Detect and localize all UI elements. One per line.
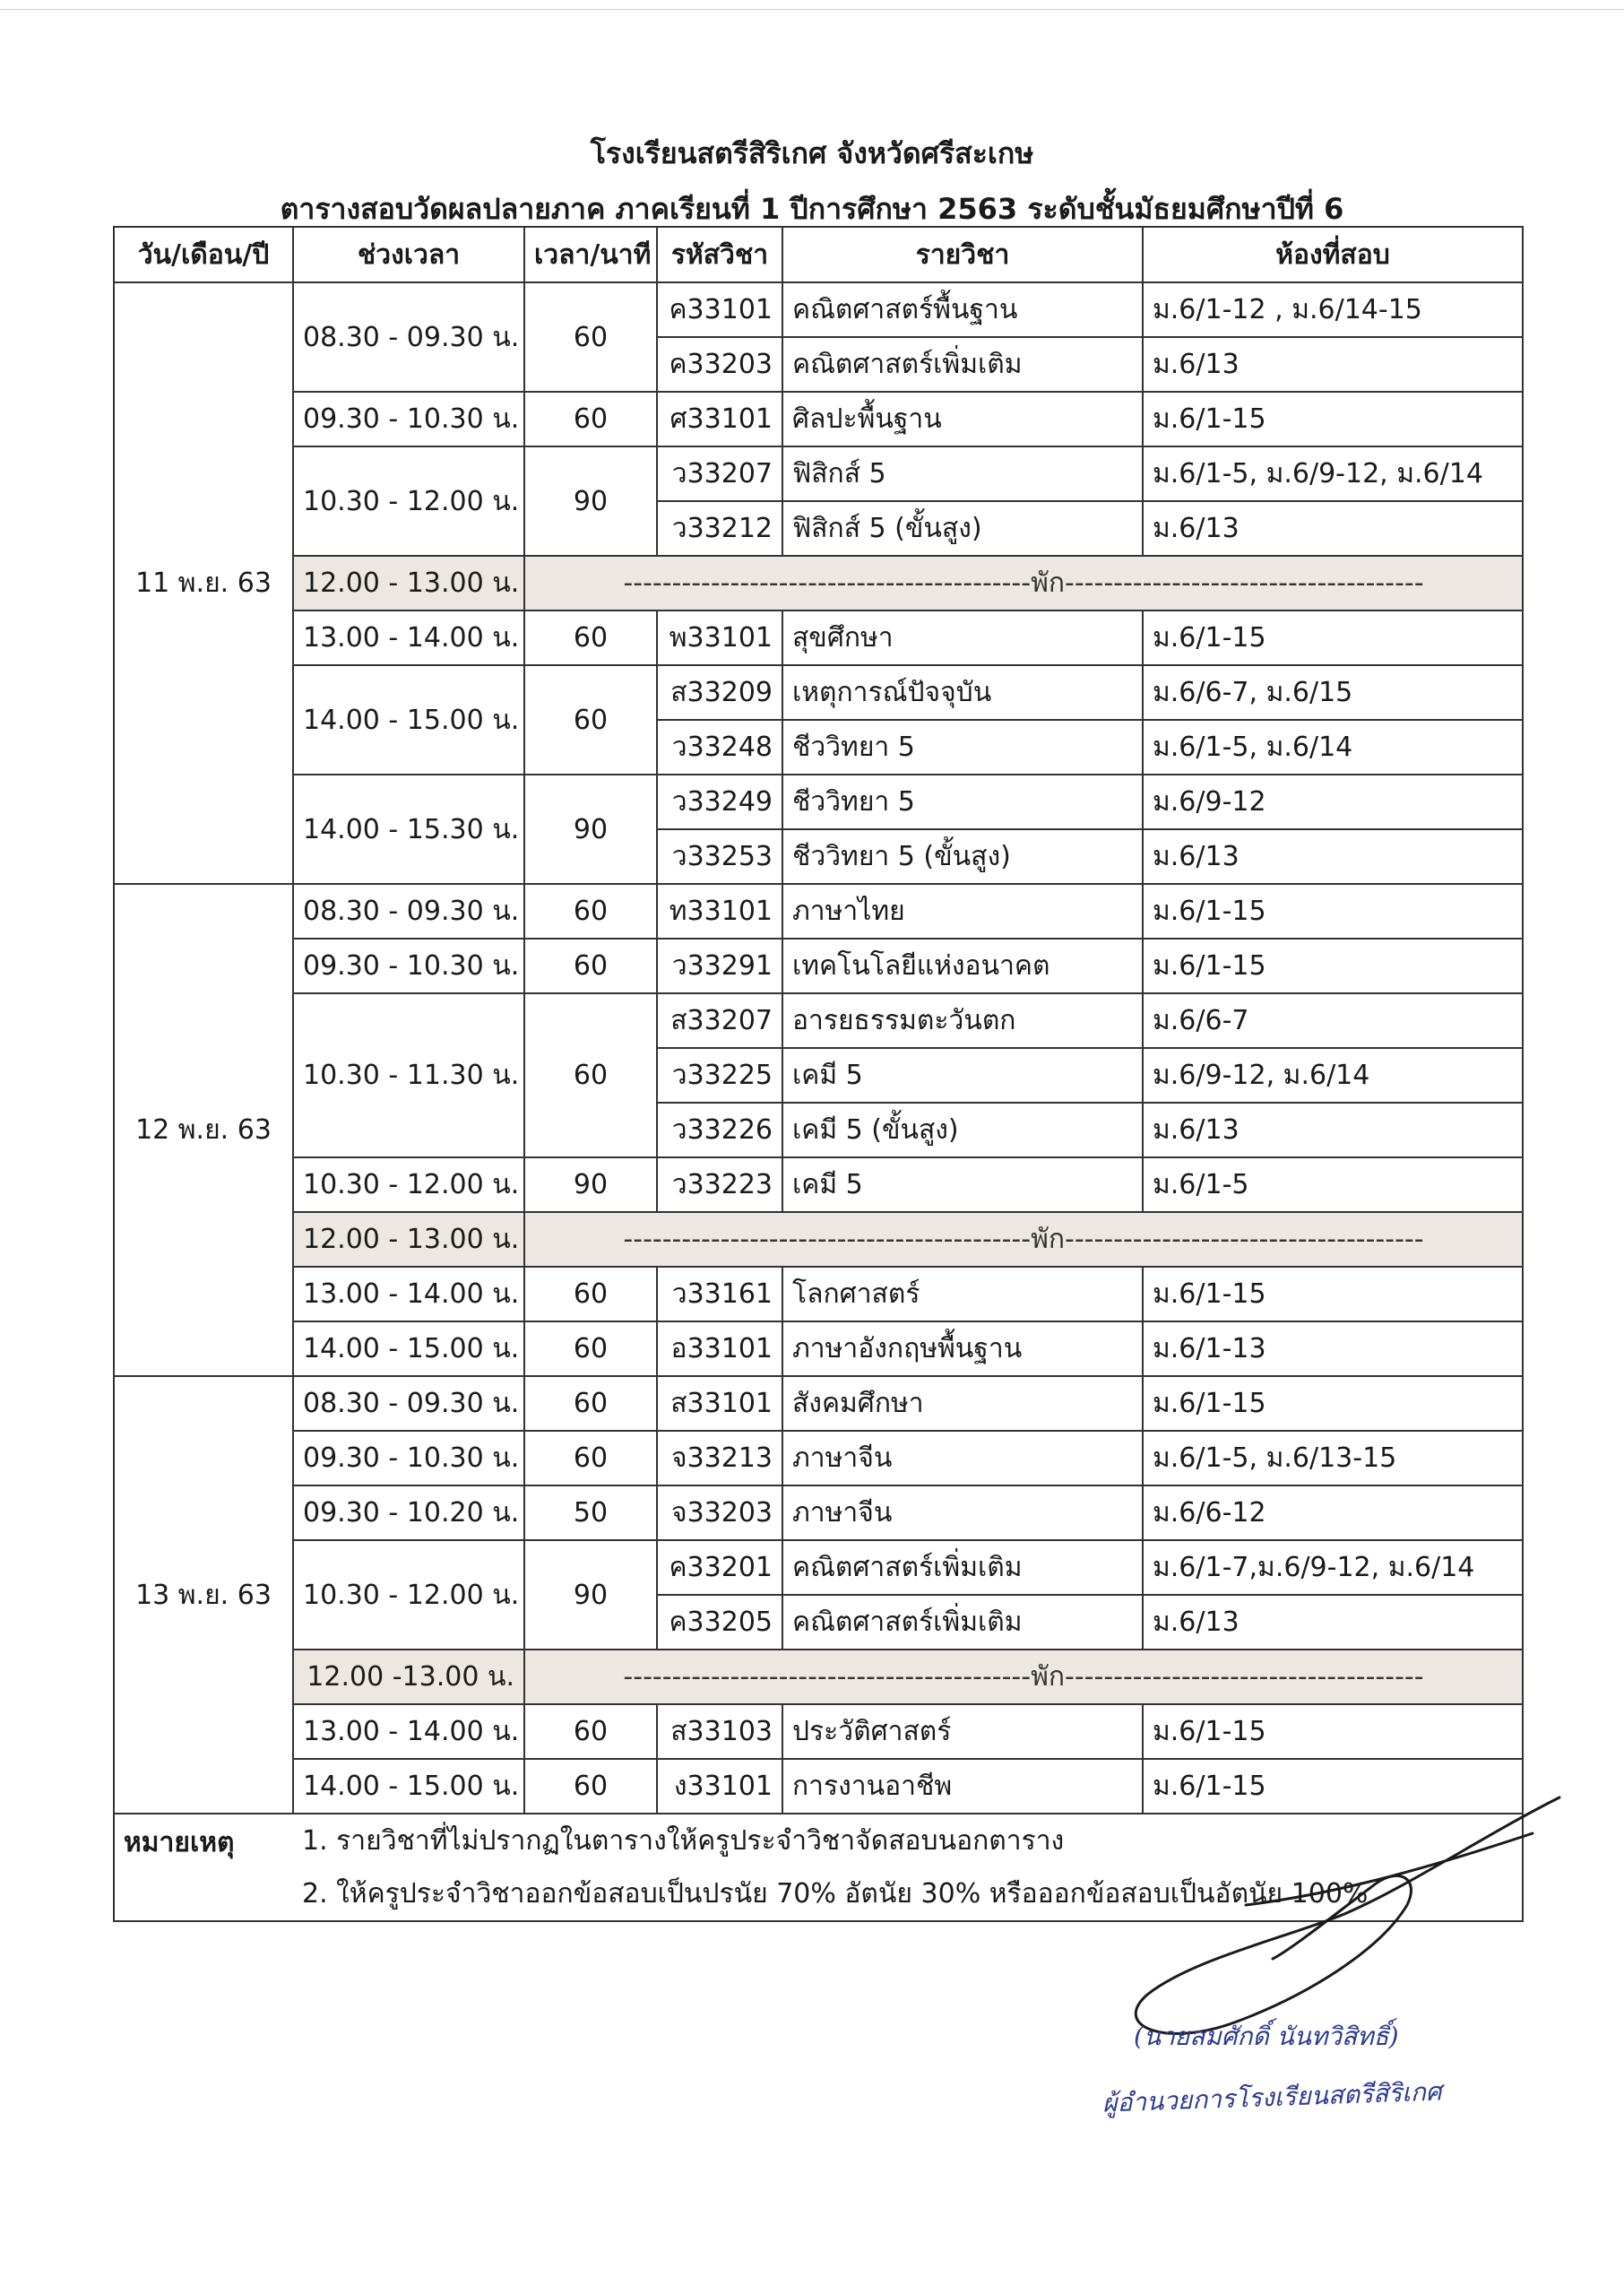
exam-time: 09.30 - 10.30 น. [293,392,524,446]
table-row [114,775,1523,829]
subject-code: ส33103 [657,1704,782,1759]
break-row [114,556,1523,611]
subject-name: ประวัติศาสตร์ [782,1704,1143,1759]
break-time: 12.00 - 13.00 น. [293,556,524,611]
subject-name: ภาษาไทย [782,884,1143,939]
break-time: 12.00 -13.00 น. [293,1650,524,1704]
exam-room: ม.6/1-15 [1143,884,1523,939]
subject-code: ศ33101 [657,392,782,446]
signatory-position: ผู้อำนวยการโรงเรียนสตรีสิริเกศ [1101,2076,1443,2118]
exam-time: 13.00 - 14.00 น. [293,1267,524,1321]
subject-code: ส33101 [657,1376,782,1431]
subject-name: ภาษาอังกฤษพื้นฐาน [782,1321,1143,1376]
schedule-title: ตารางสอบวัดผลปลายภาค ภาคเรียนที่ 1 ปีการศึกษา 2563 ระดับชั้นมัธยมศึกษาปีที่ 6 [280,192,1344,226]
exam-minutes: 60 [524,665,657,775]
subject-name: เหตุการณ์ปัจจุบัน [782,665,1143,720]
exam-time: 14.00 - 15.30 น. [293,775,524,884]
exam-room: ม.6/1-13 [1143,1321,1523,1376]
exam-time: 14.00 - 15.00 น. [293,1321,524,1376]
table-row [114,1321,1523,1376]
subject-name: ฟิสิกส์ 5 [782,446,1143,501]
exam-minutes: 60 [524,282,657,392]
exam-room: ม.6/6-12 [1143,1485,1523,1540]
exam-time: 09.30 - 10.30 น. [293,939,524,993]
subject-code: ว33207 [657,446,782,501]
subject-code: ว33223 [657,1157,782,1212]
table-row [114,1431,1523,1485]
column-header-date: วัน/เดือน/ปี [114,227,293,282]
break-label: ------------------------------------------พัก------------------------------------- [524,1650,1523,1704]
subject-code: ว33161 [657,1267,782,1321]
subject-code: พ33101 [657,611,782,665]
subject-code: ว33291 [657,939,782,993]
table-row [114,1704,1523,1759]
table-row [114,392,1523,446]
table-row [114,665,1523,720]
subject-code: ท33101 [657,884,782,939]
exam-room: ม.6/13 [1143,1103,1523,1157]
subject-name: ชีววิทยา 5 [782,720,1143,775]
subject-name: เคมี 5 (ขั้นสูง) [782,1103,1143,1157]
exam-room: ม.6/1-15 [1143,1267,1523,1321]
exam-date: 11 พ.ย. 63 [114,282,293,884]
table-row [114,1267,1523,1321]
exam-date: 12 พ.ย. 63 [114,884,293,1376]
table-row [114,611,1523,665]
subject-code: ค33201 [657,1540,782,1595]
subject-code: ว33253 [657,829,782,884]
subject-name: อารยธรรมตะวันตก [782,993,1143,1048]
subject-code: ค33101 [657,282,782,337]
subject-name: สังคมศึกษา [782,1376,1143,1431]
table-row [114,1157,1523,1212]
exam-room: ม.6/1-15 [1143,939,1523,993]
subject-name: เทคโนโลยีแห่งอนาคต [782,939,1143,993]
exam-minutes: 60 [524,993,657,1157]
exam-room: ม.6/1-5, ม.6/13-15 [1143,1431,1523,1485]
exam-time: 10.30 - 12.00 น. [293,1157,524,1212]
subject-code: ว33248 [657,720,782,775]
table-row [114,939,1523,993]
subject-name: สุขศึกษา [782,611,1143,665]
exam-room: ม.6/13 [1143,829,1523,884]
header-row [114,227,1523,282]
exam-schedule-table [113,226,1524,1922]
table-row [114,446,1523,501]
exam-time: 14.00 - 15.00 น. [293,665,524,775]
subject-code: ส33207 [657,993,782,1048]
exam-minutes: 60 [524,939,657,993]
column-header-time: ช่วงเวลา [293,227,524,282]
table-row [114,993,1523,1048]
table-row [114,282,1523,337]
subject-name: คณิตศาสตร์เพิ่มเติม [782,1595,1143,1650]
subject-name: โลกศาสตร์ [782,1267,1143,1321]
table-row [114,1485,1523,1540]
exam-time: 10.30 - 12.00 น. [293,446,524,556]
exam-minutes: 60 [524,884,657,939]
exam-minutes: 60 [524,392,657,446]
exam-room: ม.6/1-7,ม.6/9-12, ม.6/14 [1143,1540,1523,1595]
break-row [114,1650,1523,1704]
exam-time: 09.30 - 10.20 น. [293,1485,524,1540]
exam-room: ม.6/1-5 [1143,1157,1523,1212]
exam-minutes: 60 [524,1321,657,1376]
exam-time: 10.30 - 11.30 น. [293,993,524,1157]
table-row [114,1540,1523,1595]
scan-edge-line [0,9,1624,10]
break-label: ------------------------------------------พัก------------------------------------- [524,556,1523,611]
subject-code: ว33212 [657,501,782,556]
exam-minutes: 60 [524,1376,657,1431]
exam-time: 08.30 - 09.30 น. [293,282,524,392]
exam-time: 08.30 - 09.30 น. [293,884,524,939]
exam-date: 13 พ.ย. 63 [114,1376,293,1814]
exam-room: ม.6/13 [1143,337,1523,392]
subject-code: ส33209 [657,665,782,720]
exam-room: ม.6/13 [1143,501,1523,556]
subject-name: คณิตศาสตร์เพิ่มเติม [782,1540,1143,1595]
exam-room: ม.6/1-12 , ม.6/14-15 [1143,282,1523,337]
subject-name: ศิลปะพื้นฐาน [782,392,1143,446]
subject-name: เคมี 5 [782,1048,1143,1103]
exam-minutes: 60 [524,1759,657,1814]
exam-time: 08.30 - 09.30 น. [293,1376,524,1431]
signature-scribble [1111,1780,1577,2048]
exam-minutes: 60 [524,1431,657,1485]
subject-code: ว33249 [657,775,782,829]
subject-code: ค33203 [657,337,782,392]
exam-minutes: 60 [524,1267,657,1321]
subject-name: ชีววิทยา 5 (ขั้นสูง) [782,829,1143,884]
subject-name: ฟิสิกส์ 5 (ขั้นสูง) [782,501,1143,556]
subject-name: คณิตศาสตร์พื้นฐาน [782,282,1143,337]
exam-room: ม.6/1-15 [1143,1759,1523,1814]
exam-room: ม.6/13 [1143,1595,1523,1650]
exam-minutes: 50 [524,1485,657,1540]
exam-room: ม.6/9-12 [1143,775,1523,829]
exam-minutes: 60 [524,1704,657,1759]
subject-code: ค33205 [657,1595,782,1650]
subject-name: ชีววิทยา 5 [782,775,1143,829]
column-header-minutes: เวลา/นาที [524,227,657,282]
subject-code: จ33213 [657,1431,782,1485]
break-time: 12.00 - 13.00 น. [293,1212,524,1267]
note-item: 1. รายวิชาที่ไม่ปรากฏในตารางให้ครูประจำวิชาจัดสอบนอกตาราง [293,1814,1523,1867]
exam-time: 13.00 - 14.00 น. [293,611,524,665]
exam-room: ม.6/6-7, ม.6/15 [1143,665,1523,720]
subject-code: ว33226 [657,1103,782,1157]
subject-name: ภาษาจีน [782,1431,1143,1485]
table-row [114,884,1523,939]
exam-room: ม.6/9-12, ม.6/14 [1143,1048,1523,1103]
column-header-room: ห้องที่สอบ [1143,227,1523,282]
signatory-name: (นายสมศักดิ์ นันทวิสิทธิ์) [1134,2022,1399,2051]
subject-code: ว33225 [657,1048,782,1103]
exam-minutes: 90 [524,1157,657,1212]
exam-minutes: 90 [524,1540,657,1650]
note-item: 2. ให้ครูประจำวิชาออกข้อสอบเป็นปรนัย 70% อัตนัย 30% หรือออกข้อสอบเป็นอัตนัย 100% [293,1867,1523,1921]
exam-room: ม.6/1-5, ม.6/9-12, ม.6/14 [1143,446,1523,501]
exam-room: ม.6/6-7 [1143,993,1523,1048]
subject-name: เคมี 5 [782,1157,1143,1212]
column-header-code: รหัสวิชา [657,227,782,282]
break-label: ------------------------------------------พัก------------------------------------- [524,1212,1523,1267]
exam-room: ม.6/1-15 [1143,392,1523,446]
table-row [114,1376,1523,1431]
exam-room: ม.6/1-15 [1143,1376,1523,1431]
exam-minutes: 90 [524,775,657,884]
exam-time: 09.30 - 10.30 น. [293,1431,524,1485]
exam-time: 14.00 - 15.00 น. [293,1759,524,1814]
subject-name: การงานอาชีพ [782,1759,1143,1814]
exam-minutes: 60 [524,611,657,665]
exam-room: ม.6/1-15 [1143,1704,1523,1759]
exam-time: 10.30 - 12.00 น. [293,1540,524,1650]
exam-minutes: 90 [524,446,657,556]
subject-name: คณิตศาสตร์เพิ่มเติม [782,337,1143,392]
column-header-subject: รายวิชา [782,227,1143,282]
school-title: โรงเรียนสตรีสิริเกศ จังหวัดศรีสะเกษ [590,136,1034,170]
subject-code: จ33203 [657,1485,782,1540]
subject-name: ภาษาจีน [782,1485,1143,1540]
exam-room: ม.6/1-5, ม.6/14 [1143,720,1523,775]
exam-time: 13.00 - 14.00 น. [293,1704,524,1759]
notes-heading: หมายเหตุ [114,1814,293,1921]
break-row [114,1212,1523,1267]
subject-code: ง33101 [657,1759,782,1814]
subject-code: อ33101 [657,1321,782,1376]
exam-room: ม.6/1-15 [1143,611,1523,665]
